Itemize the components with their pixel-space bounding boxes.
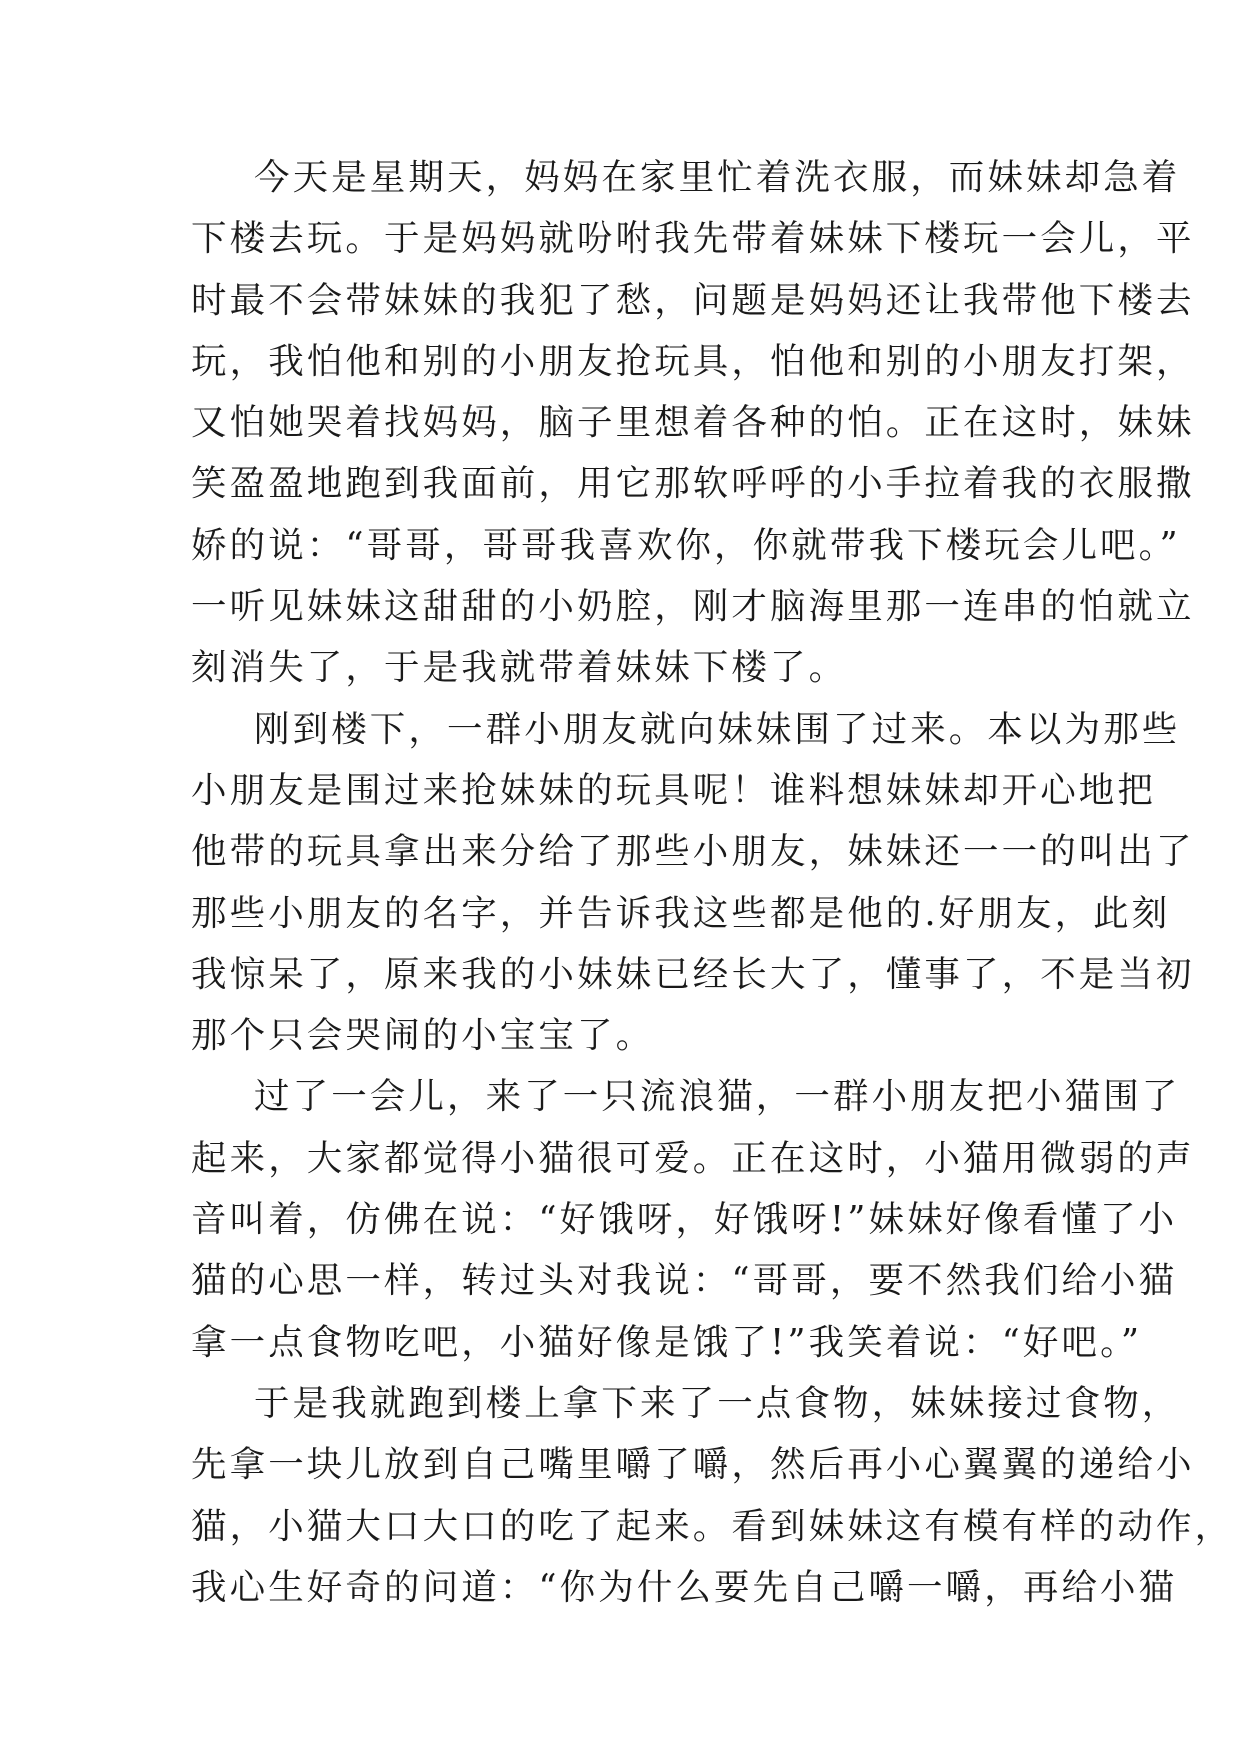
paragraph-2 [191, 708, 1195, 1078]
text-line: 那些小朋友的名字，并告诉我这些都是他的.好朋友，此刻 [191, 892, 1171, 934]
text-line: 小朋友是围过来抢妹妹的玩具呢！谁料想妹妹却开心地把 [191, 769, 1157, 811]
text-line: 下楼去玩。于是妈妈就吩咐我先带着妹妹下楼玩一会儿，平 [191, 218, 1195, 260]
text-line: 笑盈盈地跑到我面前，用它那软呼呼的小手拉着我的衣服撒 [191, 463, 1195, 505]
text-line: 今天是星期天，妈妈在家里忙着洗衣服，而妹妹却急着 [254, 157, 1181, 198]
text-line: 猫，小猫大口大口的吃了起来。看到妹妹这有模有样的动作， [191, 1505, 1234, 1547]
text-line: 我惊呆了，原来我的小妹妹已经长大了，懂事了，不是当初 [191, 953, 1195, 995]
body-text [191, 157, 1234, 1629]
text-line: 又怕她哭着找妈妈，脑子里想着各种的怕。正在这时，妹妹 [191, 402, 1195, 444]
text-line: 音叫着，仿佛在说：“好饿呀，好饿呀!”妹妹好像看懂了小 [191, 1199, 1178, 1241]
text-line: 拿一点食物吃吧，小猫好像是饿了!”我笑着说：“好吧。” [191, 1321, 1143, 1363]
text-line: 过了一会儿，来了一只流浪猫，一群小朋友把小猫围了 [254, 1076, 1181, 1118]
text-line: 那个只会哭闹的小宝宝了。 [191, 1015, 655, 1057]
text-line: 刚到楼下，一群小朋友就向妹妹围了过来。本以为那些 [254, 708, 1181, 750]
paragraph-3 [191, 1076, 1195, 1383]
paragraph-1 [191, 157, 1195, 710]
text-line: 猫的心思一样，转过头对我说：“哥哥，要不然我们给小猫 [191, 1260, 1178, 1302]
text-line: 娇的说：“哥哥，哥哥我喜欢你，你就带我下楼玩会儿吧。” [191, 524, 1181, 566]
text-line: 起来，大家都觉得小猫很可爱。正在这时，小猫用微弱的声 [191, 1137, 1195, 1179]
text-line: 刻消失了，于是我就带着妹妹下楼了。 [191, 647, 848, 689]
text-line: 先拿一块儿放到自己嘴里嚼了嚼，然后再小心翼翼的递给小 [191, 1444, 1195, 1486]
text-line: 玩，我怕他和别的小朋友抢玩具，怕他和别的小朋友打架， [191, 340, 1195, 382]
text-line: 于是我就跑到楼上拿下来了一点食物，妹妹接过食物， [254, 1382, 1181, 1424]
text-line: 时最不会带妹妹的我犯了愁，问题是妈妈还让我带他下楼去 [191, 279, 1195, 321]
text-line: 我心生好奇的问道：“你为什么要先自己嚼一嚼，再给小猫 [191, 1566, 1178, 1608]
text-line: 他带的玩具拿出来分给了那些小朋友，妹妹还一一的叫出了 [191, 831, 1195, 873]
paragraph-4 [191, 1382, 1234, 1629]
text-line: 一听见妹妹这甜甜的小奶腔，刚才脑海里那一连串的怕就立 [191, 586, 1195, 628]
